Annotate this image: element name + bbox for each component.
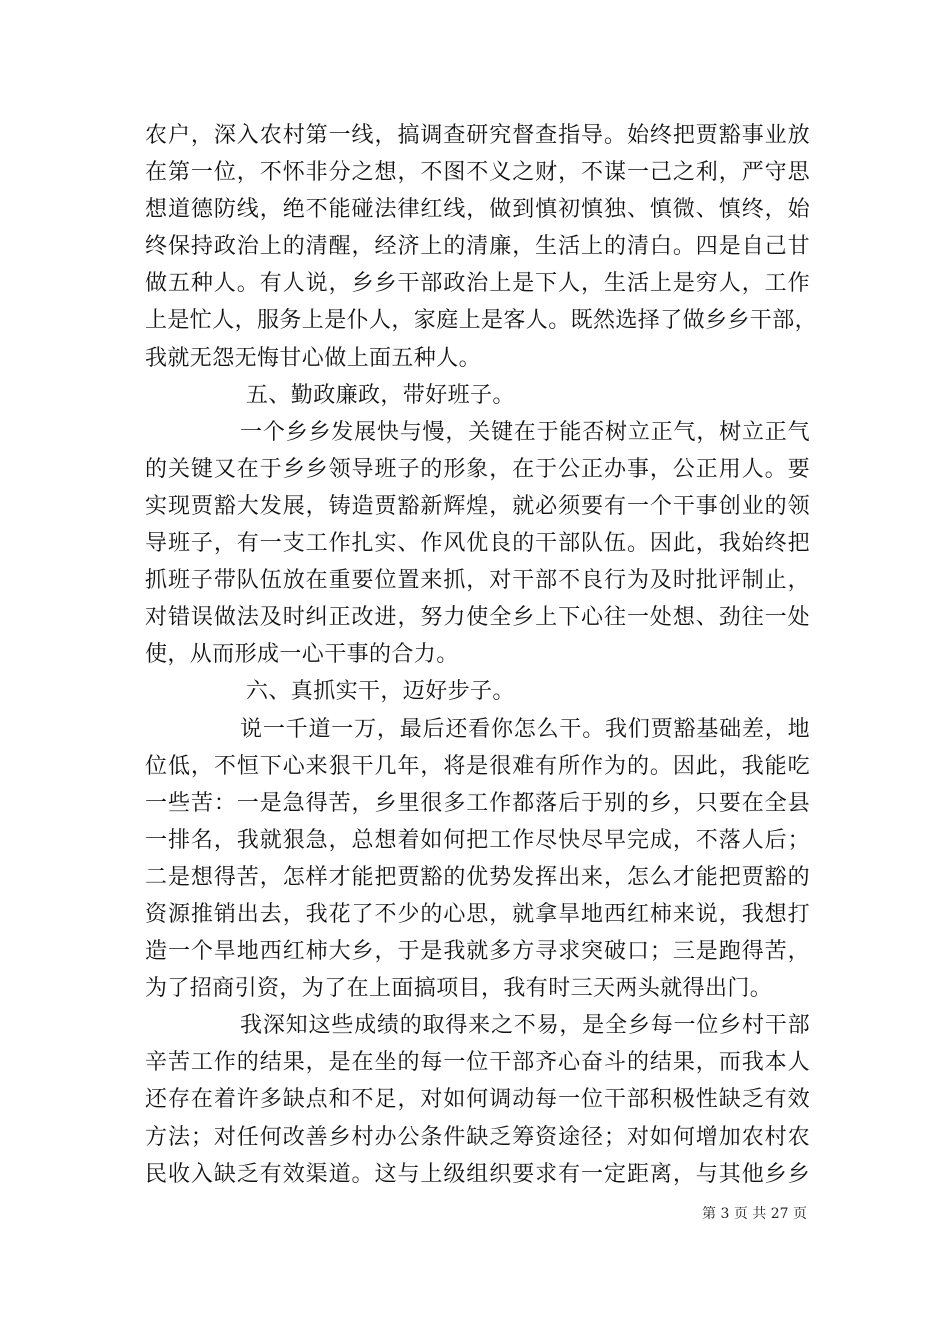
section-heading: 六、真抓实干，迈好步子。: [246, 679, 515, 705]
text-line: 抓班子带队伍放在重要位置来抓，对干部不良行为及时批评制止，: [145, 568, 810, 594]
text-line: 说一千道一万，最后还看你怎么干。我们贾豁基础差，地: [240, 716, 810, 742]
text-line: 一个乡乡发展快与慢，关键在于能否树立正气，树立正气: [240, 419, 810, 445]
text-line: 做五种人。有人说，乡乡干部政治上是下人，生活上是穷人，工作: [145, 271, 810, 297]
body-text: [145, 117, 818, 1193]
text-line: 的关键又在于乡乡领导班子的形象，在于公正办事，公正用人。要: [145, 456, 810, 482]
text-line: 想道德防线，绝不能碰法律红线，做到慎初慎独、慎微、慎终，始: [145, 197, 810, 223]
text-line: 使，从而形成一心干事的合力。: [145, 642, 459, 668]
text-line: 为了招商引资，为了在上面搞项目，我有时三天两头就得出门。: [145, 976, 773, 1002]
text-line: 农户，深入农村第一线，搞调查研究督查指导。始终把贾豁事业放: [145, 123, 810, 148]
text-line: 上是忙人，服务上是仆人，家庭上是客人。既然选择了做乡乡干部，: [145, 308, 818, 334]
text-line: 在第一位，不怀非分之想，不图不义之财，不谋一己之利，严守思: [145, 160, 810, 186]
text-line: 方法；对任何改善乡村办公条件缺乏筹资途径；对如何增加农村农: [145, 1124, 810, 1150]
section-heading: 五、勤政廉政，带好班子。: [246, 382, 515, 408]
text-line: 二是想得苦，怎样才能把贾豁的优势发挥出来，怎么才能把贾豁的: [145, 864, 810, 890]
text-line: 对错误做法及时纠正改进，努力使全乡上下心往一处想、劲往一处: [145, 605, 810, 631]
text-line: 位低，不恒下心来狠干几年，将是很难有所作为的。因此，我能吃: [145, 753, 810, 779]
text-line: 我深知这些成绩的取得来之不易，是全乡每一位乡村干部: [240, 1013, 810, 1039]
text-line: 一排名，我就狠急，总想着如何把工作尽快尽早完成，不落人后；: [145, 827, 810, 853]
text-line: 造一个旱地西红柿大乡，于是我就多方寻求突破口；三是跑得苦，: [145, 939, 810, 965]
text-line: 一些苦：一是急得苦，乡里很多工作都落后于别的乡，只要在全县: [145, 790, 810, 816]
text-line: 民收入缺乏有效渠道。这与上级组织要求有一定距离，与其他乡乡: [145, 1161, 810, 1187]
text-line: 辛苦工作的结果，是在坐的每一位干部齐心奋斗的结果，而我本人: [145, 1050, 810, 1076]
text-line: 终保持政治上的清醒，经济上的清廉，生活上的清白。四是自己甘: [145, 234, 810, 260]
page-number: 第 3 页 共 27 页: [702, 1206, 807, 1222]
text-line: 还存在着许多缺点和不足，对如何调动每一位干部积极性缺乏有效: [145, 1087, 810, 1113]
text-line: 导班子，有一支工作扎实、作风优良的干部队伍。因此，我始终把: [145, 531, 810, 557]
text-line: 资源推销出去，我花了不少的心思，就拿旱地西红柿来说，我想打: [145, 901, 810, 927]
text-line: 我就无怨无悔甘心做上面五种人。: [145, 345, 482, 371]
text-line: 实现贾豁大发展，铸造贾豁新辉煌，就必须要有一个干事创业的领: [145, 493, 810, 519]
